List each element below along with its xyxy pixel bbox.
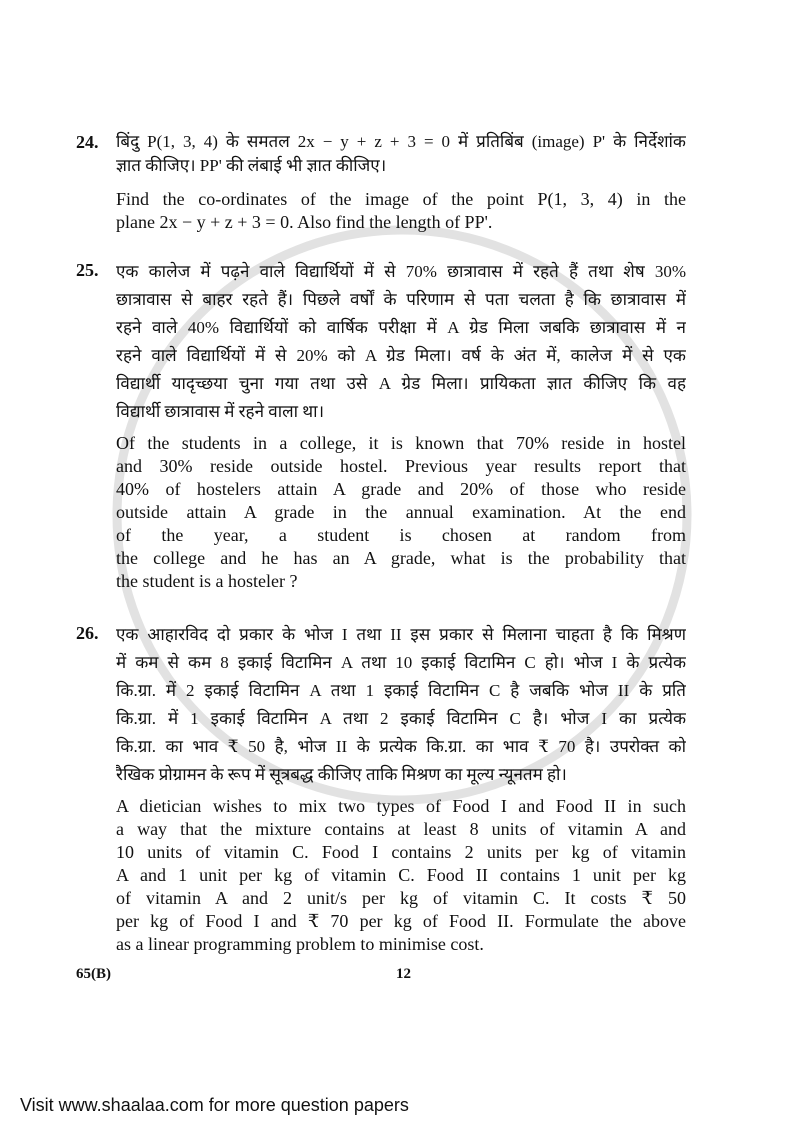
question-paper-page <box>76 130 686 984</box>
question-text-hindi-line: बिंदु P(1, 3, 4) के समतल 2x − y + z + 3 = 0 में प्रतिबिंब (image) P' के निर्देशांक <box>116 132 686 151</box>
question-text-hindi-line: विद्यार्थी छात्रावास में रहने वाला था। <box>116 402 325 421</box>
question-text-english <box>116 795 686 956</box>
question-block <box>76 258 686 593</box>
question-text-english-line: per kg of Food I and ₹ 70 per kg of Food II. Formulate the above <box>116 911 686 931</box>
question-text-english-line: of vitamin A and 2 unit/s per kg of vitamin C. It costs ₹ 50 <box>116 888 686 908</box>
question-text-hindi-line: रहने वाले विद्यार्थियों में से 20% को A ग्रेड मिला। वर्ष के अंत में, कालेज में से एक <box>116 346 686 365</box>
question-text-hindi-line: छात्रावास से बाहर रहते हैं। पिछले वर्षों के परिणाम से पता चलता है कि छात्रावास में <box>116 290 686 309</box>
question-text-hindi-line: कि.ग्रा. का भाव ₹ 50 है, भोज II के प्रत्येक कि.ग्रा. का भाव ₹ 70 है। उपरोक्त को <box>116 737 686 756</box>
question-number: 25. <box>76 260 99 280</box>
question-text-english-line: A dietician wishes to mix two types of Food I and Food II in such <box>116 796 686 816</box>
question-text-english-line: plane 2x − y + z + 3 = 0. Also find the length of PP'. <box>116 212 493 232</box>
question-text-english-line: outside attain A grade in the annual examination. At the end <box>116 502 686 522</box>
question-text-english-line: Of the students in a college, it is known that 70% reside in hostel <box>116 433 686 453</box>
question-text-english-line: the college and he has an A grade, what is the probability that <box>116 548 686 568</box>
paper-code: 65(B) <box>76 966 111 982</box>
question-text-english-line: A and 1 unit per kg of vitamin C. Food II contains 1 unit per kg <box>116 865 686 885</box>
question-text-hindi <box>116 621 686 789</box>
question-text-hindi-line: कि.ग्रा. में 1 इकाई विटामिन A तथा 2 इकाई विटामिन C है। भोज I का प्रत्येक <box>116 709 686 728</box>
visit-shaalaa-link[interactable]: Visit www.shaalaa.com for more question papers <box>20 1095 409 1115</box>
question-text-hindi-line: कि.ग्रा. में 2 इकाई विटामिन A तथा 1 इकाई विटामिन C है जबकि भोज II के प्रति <box>116 681 686 700</box>
question-text-english <box>116 188 686 234</box>
question-text-hindi <box>116 130 686 178</box>
question-text-english <box>116 432 686 593</box>
question-number: 26. <box>76 623 99 643</box>
question-text-hindi-line: में कम से कम 8 इकाई विटामिन A तथा 10 इकाई विटामिन C हो। भोज I के प्रत्येक <box>116 653 686 672</box>
question-text-hindi-line: ज्ञात कीजिए। PP' की लंबाई भी ज्ञात कीजिए। <box>116 156 387 175</box>
page-footer <box>76 964 686 984</box>
question-text-hindi <box>116 258 686 426</box>
question-block <box>76 130 686 234</box>
question-text-english-line: 40% of hostelers attain A grade and 20% of those who reside <box>116 479 686 499</box>
question-text-hindi-line: एक आहारविद दो प्रकार के भोज I तथा II इस प्रकार से मिलाना चाहता है कि मिश्रण <box>116 625 686 644</box>
question-list <box>76 130 686 956</box>
page-number: 12 <box>396 966 411 982</box>
question-text-english-line: and 30% reside outside hostel. Previous year results report that <box>116 456 686 476</box>
question-text-hindi-line: रहने वाले 40% विद्यार्थियों को वार्षिक परीक्षा में A ग्रेड मिला जबकि छात्रावास में न <box>116 318 686 337</box>
question-number: 24. <box>76 132 99 152</box>
question-block <box>76 621 686 956</box>
question-text-hindi-line: विद्यार्थी यादृच्छया चुना गया तथा उसे A ग्रेड मिला। प्रायिकता ज्ञात कीजिए कि वह <box>116 374 686 393</box>
question-text-english-line: the student is a hosteler ? <box>116 571 298 591</box>
question-text-english-line: 10 units of vitamin C. Food I contains 2 units per kg of vitamin <box>116 842 686 862</box>
question-text-english-line: of the year, a student is chosen at random from <box>116 525 686 545</box>
question-text-hindi-line: एक कालेज में पढ़ने वाले विद्यार्थियों में से 70% छात्रावास में रहते हैं तथा शेष 30% <box>116 262 686 281</box>
question-text-english-line: a way that the mixture contains at least 8 units of vitamin A and <box>116 819 686 839</box>
question-text-hindi-line: रैखिक प्रोग्रामन के रूप में सूत्रबद्ध कीजिए ताकि मिश्रण का मूल्य न्यूनतम हो। <box>116 765 567 784</box>
question-text-english-line: as a linear programming problem to minimise cost. <box>116 934 484 954</box>
question-text-english-line: Find the co-ordinates of the image of the point P(1, 3, 4) in the <box>116 189 686 209</box>
